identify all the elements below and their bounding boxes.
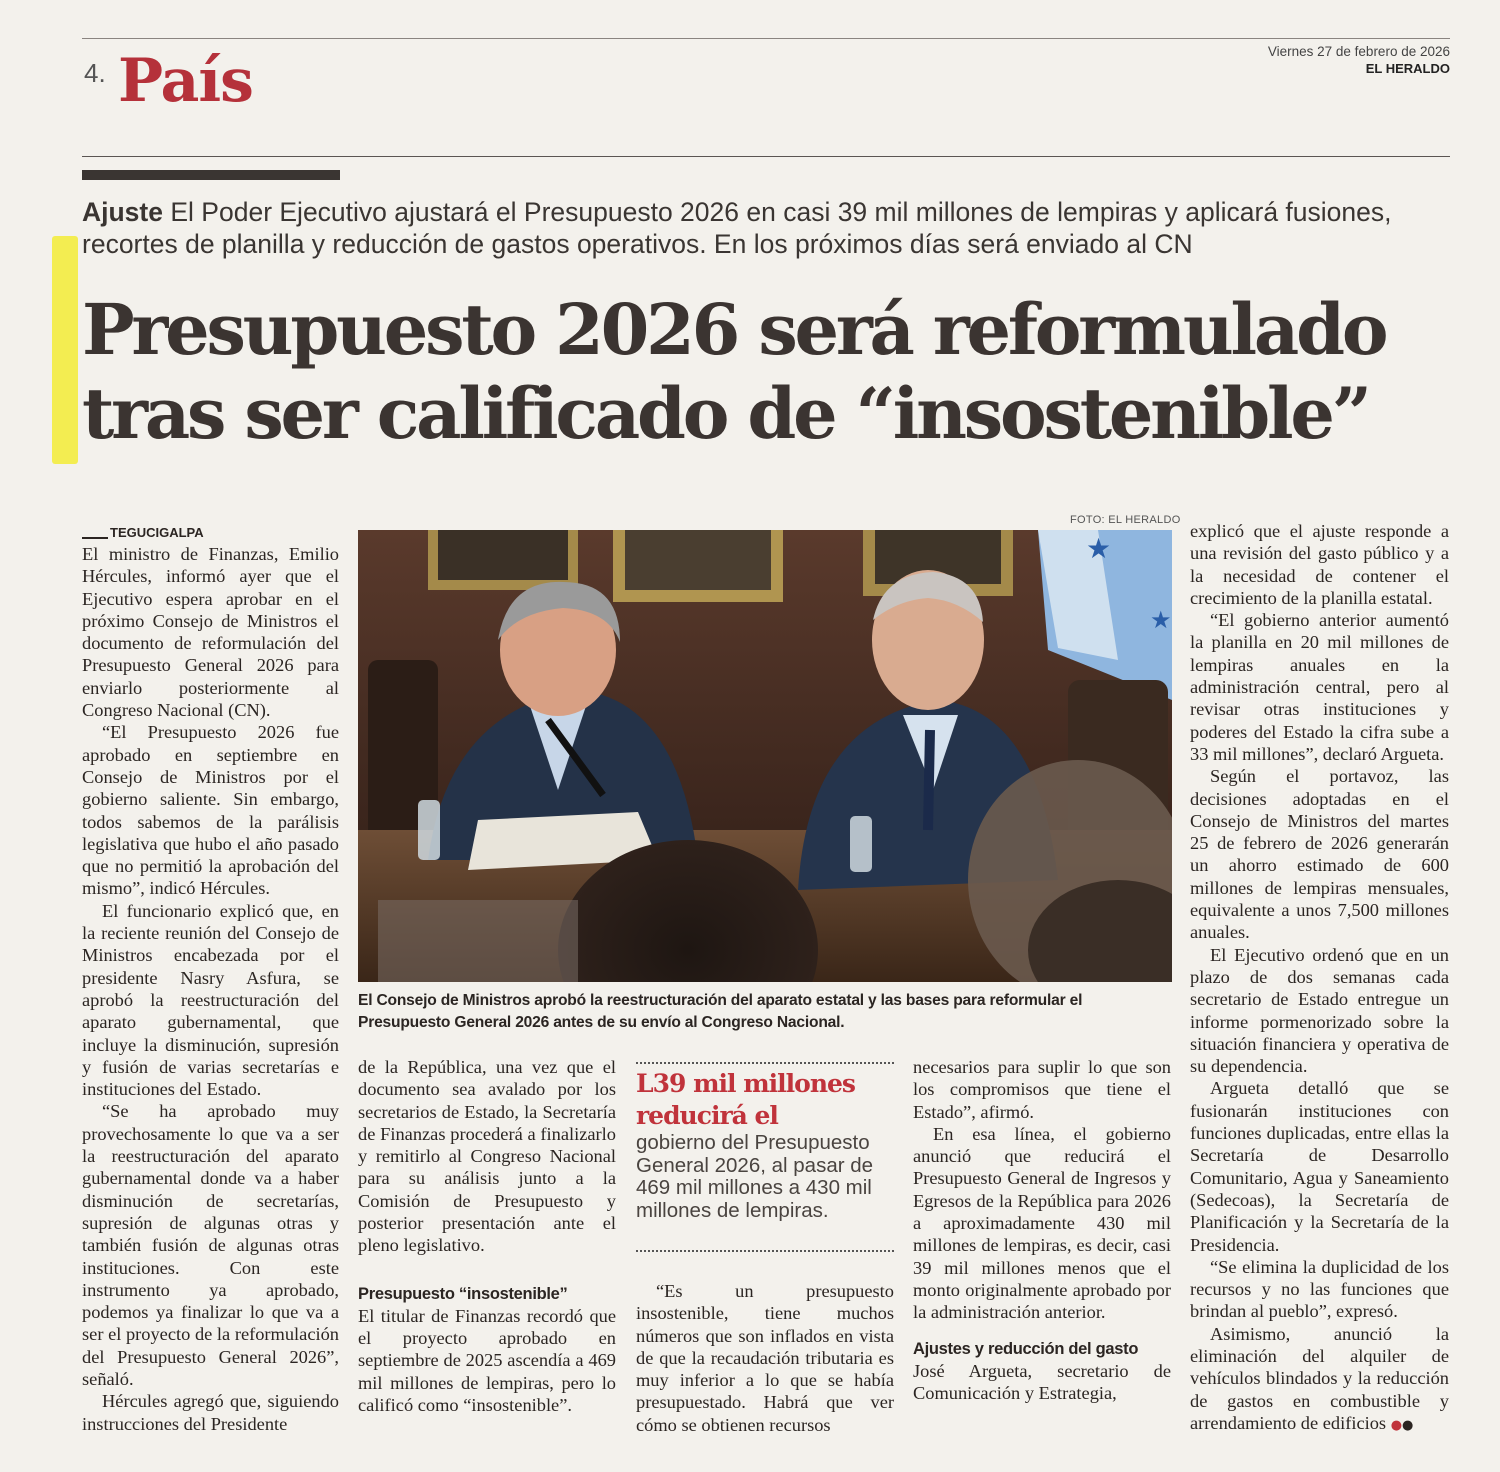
- highlighter-mark: [52, 236, 78, 464]
- section-title: País: [118, 46, 253, 116]
- paragraph: “El gobierno anterior aumentó la planilla en 20 mil millones de lempiras anuales en la administración central, pero al revisar otras instituciones y poderes del Estado la cifra sube a 33 mil millones”, declaró Argueta.: [1190, 610, 1449, 764]
- paragraph: “Es un presupuesto insostenible, tiene muchos números que son inflados en vista de que la recaudación tributaria es muy inferior a lo que se había presupuestado. Habrá que ver cómo se obtienen recursos: [636, 1281, 894, 1435]
- paragraph: Argueta detalló que se fusionarán instituciones con funciones duplicadas, entre ellas la Secretaría de Desarrollo Comunitario, Agua y Saneamiento (Sedecoas), la Secretaría de Planificación y la Secretaría de la Presidencia.: [1190, 1078, 1449, 1255]
- photo-credit: FOTO: EL HERALDO: [1070, 514, 1181, 526]
- svg-text:★: ★: [1086, 532, 1112, 565]
- pullquote-text: gobierno del Presupuesto General 2026, al pasar de 469 mil millones a 430 mil millones de lempiras.: [636, 1131, 874, 1222]
- paragraph: “Se elimina la duplicidad de los recursos y no las funciones que brindan al pueblo”, expresó.: [1190, 1256, 1449, 1322]
- dateline: TEGUCIGALPA: [110, 525, 204, 540]
- paragraph: de la República, una vez que el documento sea avalado por los secretarios de Estado, la Secretaría de Finanzas procederá a finalizarlo y remitirlo al Congreso Nacional para su análisis junto a la Comisión de Presupuesto y posterior presentación ante el pleno legislativo.: [358, 1057, 616, 1256]
- meeting-photo-illustration: [358, 530, 1172, 982]
- subhead-insostenible: Presupuesto “insostenible”: [358, 1284, 568, 1303]
- paragraph: “El Presupuesto 2026 fue aprobado en septiembre en Consejo de Ministros por el gobierno saliente. Sin embargo, todos sabemos de la parálisis legislativa que hubo el año pasado que no permitió la aprobación del mismo”, indicó Hércules.: [82, 722, 339, 899]
- paragraph: Según el portavoz, las decisiones adoptadas en el Consejo de Ministros del martes 25 de febrero de 2026 generarán un ahorro estimado de 600 millones de lempiras mensuales, equivalente a unos 7,500 millones anuales.: [1190, 766, 1449, 943]
- paragraph: [1190, 1323, 1449, 1437]
- header-rule: [82, 156, 1450, 157]
- headline: [82, 288, 1462, 456]
- paragraph: En esa línea, el gobierno anunció que reducirá el Presupuesto General de Ingresos y Egresos de la República para 2026 a aproximadamente 430 mil millones de lempiras, es decir, casi 39 mil millones menos que el monto originalmente aprobado por la administración anterior.: [913, 1123, 1171, 1323]
- paragraph: José Argueta, secretario de Comunicación y Estrategia,: [913, 1360, 1171, 1403]
- column-4: [913, 1056, 1171, 1404]
- column-1: [82, 543, 339, 1435]
- final-paragraph-text: Asimismo, anunció la eliminación del alquiler de vehículos blindados y la reducción de gastos en combustible y arrendamiento de edificios: [1190, 1323, 1449, 1433]
- photo-caption: El Consejo de Ministros aprobó la reestructuración del aparato estatal y las bases para reformular el Presupuesto General 2026 antes de su envío al Congreso Nacional.: [358, 992, 1083, 1031]
- top-rule: [82, 38, 1450, 39]
- subhead-ajustes: Ajustes y reducción del gasto: [913, 1339, 1139, 1358]
- end-mark-icon: ●: [1390, 1417, 1403, 1433]
- pullquote-top-rule: [636, 1062, 894, 1064]
- meeting-photo: [358, 530, 1172, 982]
- headline-line-2: tras ser calificado de “insostenible”: [82, 372, 1369, 455]
- paragraph: “Se ha aprobado muy provechosamente lo que va a ser la reestructuración del aparato gubernamental donde va a haber disminución de secretarías, supresión de algunas otras y también fusión de algunas otras instituciones. Con este instrumento ya aprobado, podemos ya finalizar lo que va a ser el proyecto de la reformulación del Presupuesto General 2026”, señaló.: [82, 1101, 339, 1389]
- pullquote: [636, 1068, 894, 1222]
- kicker-bar: [82, 170, 340, 180]
- newspaper-name: EL HERALDO: [1365, 61, 1450, 76]
- issue-date: Viernes 27 de febrero de 2026: [1267, 44, 1450, 59]
- pullquote-highlight: L39 mil millones reducirá el: [636, 1069, 855, 1130]
- paragraph: El Ejecutivo ordenó que en un plazo de dos semanas cada secretario de Estado entregue un informe pormenorizado sobre la situación financiera y operativa de su dependencia.: [1190, 944, 1449, 1077]
- paragraph: necesarios para suplir lo que son los compromisos que tiene el Estado”, afirmó.: [913, 1057, 1171, 1122]
- kicker-text: El Poder Ejecutivo ajustará el Presupuesto 2026 en casi 39 mil millones de lempiras y aplicará fusiones, recortes de planilla y reducción de gastos operativos. En los próximos días será enviado al CN: [82, 197, 1392, 259]
- svg-text:★: ★: [1150, 606, 1172, 634]
- headline-line-1: Presupuesto 2026 será reformulado: [82, 288, 1386, 371]
- end-mark-icon: ●: [1402, 1417, 1414, 1433]
- paragraph: El funcionario explicó que, en la reciente reunión del Consejo de Ministros encabezada por el presidente Nasry Asfura, se aprobó la reestructuración del aparato gubernamental, que incluye la disminución, supresión y fusión de varias secretarías e instituciones del Estado.: [82, 900, 339, 1100]
- kicker: [82, 196, 1412, 260]
- pullquote-bottom-rule: [636, 1250, 894, 1252]
- paragraph: El ministro de Finanzas, Emilio Hércules, informó ayer que el Ejecutivo espera aprobar en el próximo Consejo de Ministros el documento de reformulación del Presupuesto General 2026 para enviarlo posteriormente al Congreso Nacional (CN).: [82, 544, 339, 721]
- paragraph: explicó que el ajuste responde a una revisión del gasto público y a la necesidad de contener el crecimiento de la planilla estatal.: [1190, 521, 1449, 608]
- dateline-rule: [82, 537, 108, 539]
- paragraph: El titular de Finanzas recordó que el proyecto aprobado en septiembre de 2025 ascendía a 469 mil millones de lempiras, pero lo calificó como “insostenible”.: [358, 1305, 616, 1415]
- column-3: [636, 1280, 894, 1436]
- paragraph: Hércules agregó que, siguiendo instrucciones del Presidente: [82, 1391, 339, 1434]
- kicker-label: Ajuste: [82, 197, 163, 227]
- column-5: [1190, 520, 1449, 1437]
- column-2: [358, 1056, 616, 1416]
- page-number: 4.: [84, 58, 106, 88]
